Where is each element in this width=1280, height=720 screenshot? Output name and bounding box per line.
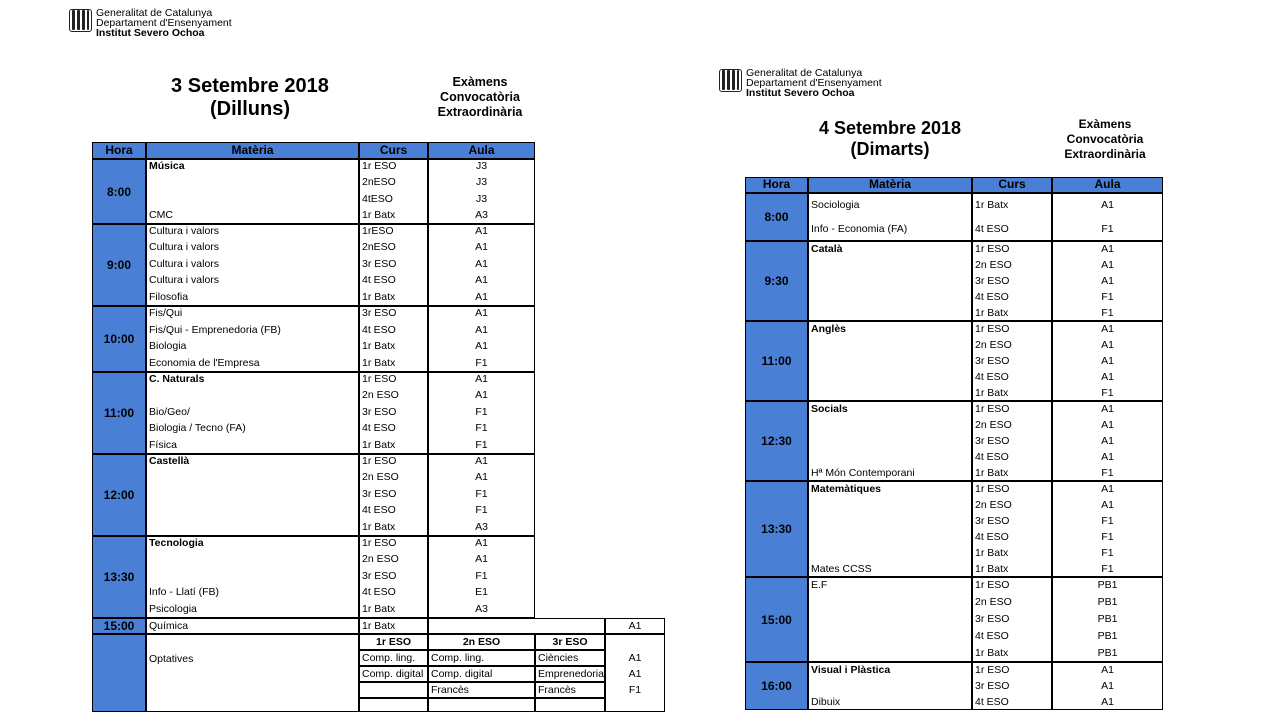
subject-text: Tecnologia <box>149 537 204 549</box>
course-text: 3r ESO <box>362 307 397 319</box>
room-text: F1 <box>1101 223 1114 235</box>
optatives-col-header: 2n ESO <box>428 634 535 650</box>
room-text: F1 <box>475 487 488 500</box>
day1-title <box>140 75 360 121</box>
subject-text: Biologia <box>149 340 187 352</box>
room-text: A1 <box>475 307 488 319</box>
course-text: 1r Batx <box>975 467 1009 479</box>
room-text: F1 <box>475 504 488 517</box>
room-text: A1 <box>475 290 488 303</box>
room-text: A1 <box>1101 339 1114 351</box>
room-text: F1 <box>475 438 488 451</box>
optatives-cell: Ciències <box>535 650 605 666</box>
subject-text: Mates CCSS <box>811 563 872 575</box>
room-text: F1 <box>1101 547 1114 559</box>
course-text: 2n ESO <box>362 471 399 484</box>
course-text: 1r ESO <box>975 664 1010 676</box>
room-text: F1 <box>1101 515 1114 527</box>
course-text: 1r Batx <box>975 547 1009 559</box>
hour-cell: 12:00 <box>92 454 146 536</box>
course-text: 2n ESO <box>975 339 1012 351</box>
room-text: A1 <box>1101 419 1114 431</box>
course-text: 4t ESO <box>362 274 396 287</box>
course-text: 4t ESO <box>975 531 1009 543</box>
room-text: A1 <box>475 241 488 254</box>
room-text: A1 <box>475 471 488 484</box>
room-text: F1 <box>1101 387 1114 399</box>
room-text: A1 <box>1101 323 1114 335</box>
course-text: 3r ESO <box>975 680 1010 692</box>
room-text: A1 <box>1101 696 1114 708</box>
hour-cell-empty <box>92 634 146 712</box>
room-text: A1 <box>1101 664 1114 676</box>
room-text: A1 <box>475 537 488 549</box>
generalitat-emblem-icon <box>70 10 90 30</box>
room-text: A1 <box>1101 259 1114 271</box>
subject-text: Química <box>149 620 189 632</box>
course-text: 2n ESO <box>975 596 1012 608</box>
course-text: 3r ESO <box>362 569 397 582</box>
day1-sub3: Extraordinària <box>437 105 523 119</box>
course-text: 4t ESO <box>975 696 1009 708</box>
room-text: A1 <box>475 225 488 237</box>
course-text: 4t ESO <box>362 504 396 517</box>
room-text: PB1 <box>1097 613 1118 625</box>
subject-text: Música <box>149 160 185 172</box>
room-text: F1 <box>475 569 488 582</box>
subject-text: Info - Llatí (FB) <box>149 586 220 599</box>
course-text: 3r ESO <box>362 257 397 270</box>
room-text: J3 <box>475 192 488 205</box>
optatives-cell: Comp. ling. <box>428 650 535 666</box>
org-line2: Departament d'Ensenyament <box>96 17 232 29</box>
room-text: PB1 <box>1097 647 1118 659</box>
room-text: A1 <box>475 389 488 402</box>
course-text: 1r Batx <box>975 387 1009 399</box>
day1-subtitle <box>420 75 540 120</box>
subject-text: Dibuix <box>811 696 841 708</box>
room-text: F1 <box>1101 307 1114 319</box>
room-text: F1 <box>475 356 488 369</box>
optatives-cell: Comp. digital <box>428 666 535 682</box>
day2-date: 4 Setembre 2018 <box>818 118 962 138</box>
subject-text: Biologia / Tecno (FA) <box>149 422 246 435</box>
subject-text: Cultura i valors <box>149 257 220 270</box>
course-text: 1r ESO <box>362 537 397 549</box>
course-text: 1r ESO <box>975 323 1010 335</box>
subject-text: Psicologia <box>149 602 197 615</box>
subject-text: C. Naturals <box>149 373 205 385</box>
hour-cell: 12:30 <box>745 401 808 481</box>
room-text: A1 <box>475 553 488 566</box>
subject-text: Castellà <box>149 455 190 467</box>
room-text: PB1 <box>1097 630 1118 642</box>
optatives-cell: Comp. ling. <box>359 650 428 666</box>
course-text: 4t ESO <box>975 223 1009 235</box>
room-text: A3 <box>475 602 488 615</box>
course-text: 2n ESO <box>975 419 1012 431</box>
course-text: 1r Batx <box>975 307 1009 319</box>
room-text: PB1 <box>1097 579 1118 591</box>
course-text: 4t ESO <box>975 451 1009 463</box>
course-text: 1r ESO <box>975 483 1010 495</box>
optatives-label: Optatives <box>149 653 194 665</box>
org-logo-right <box>720 68 882 98</box>
day1-sub2: Convocatòria <box>440 90 520 104</box>
header-matèria: Matèria <box>146 142 359 159</box>
subject-text: Economia de l'Empresa <box>149 356 260 369</box>
course-text: 4t ESO <box>362 586 396 599</box>
optatives-cell: Comp. digital <box>359 666 428 682</box>
subject-text: Visual i Plàstica <box>811 664 891 676</box>
course-text: 1r Batx <box>362 620 396 632</box>
course-text: 1r ESO <box>975 403 1010 415</box>
course-text: 2n ESO <box>975 499 1012 511</box>
course-text: 4t ESO <box>975 630 1009 642</box>
subject-text: Hª Món Contemporani <box>811 467 915 479</box>
day2-sub2: Convocatòria <box>1066 132 1144 146</box>
hour-cell: 8:00 <box>745 193 808 241</box>
room-text: A1 <box>1101 199 1114 211</box>
hour-cell: 9:00 <box>92 224 146 306</box>
hour-cell: 9:30 <box>745 241 808 321</box>
header-hora: Hora <box>745 177 808 193</box>
optatives-cell-empty <box>359 698 428 712</box>
subject-text: Fis/Qui - Emprenedoria (FB) <box>149 323 281 336</box>
course-text: 3r ESO <box>362 405 397 418</box>
room-text: A1 <box>475 323 488 336</box>
optatives-col-header: 3r ESO <box>535 634 605 650</box>
blank-cell <box>428 618 605 634</box>
header-aula: Aula <box>1052 177 1163 193</box>
room-text: A1 <box>1101 355 1114 367</box>
optatives-cell: Emprenedoria <box>535 666 605 682</box>
subject-text: Bio/Geo/ <box>149 405 190 418</box>
room-text: F1 <box>1101 531 1114 543</box>
optatives-cell-empty <box>428 698 535 712</box>
org-line3: Institut Severo Ochoa <box>96 27 205 39</box>
course-text: 1r ESO <box>975 579 1010 591</box>
hour-cell: 16:00 <box>745 662 808 710</box>
subject-text: E.F <box>811 579 828 591</box>
course-text: 3r ESO <box>975 515 1010 527</box>
header-hora: Hora <box>92 142 146 159</box>
course-text: 1r Batx <box>975 199 1009 211</box>
course-text: 1r Batx <box>362 356 396 369</box>
org-logo-left <box>70 8 232 38</box>
room-text: A1 <box>1101 243 1114 255</box>
subject-text: Física <box>149 438 178 451</box>
optatives-col-header: 1r ESO <box>359 634 428 650</box>
org-text <box>746 68 882 98</box>
room-text: A1 <box>475 373 488 385</box>
hour-cell: 10:00 <box>92 306 146 372</box>
room-text: A1 <box>628 668 642 680</box>
course-text: 3r ESO <box>975 435 1010 447</box>
day2-subtitle <box>1045 117 1165 162</box>
subject-text: Català <box>811 243 843 255</box>
day1-weekday: (Dilluns) <box>210 98 290 120</box>
hour-cell: 11:00 <box>745 321 808 401</box>
course-text: 1r Batx <box>362 520 396 533</box>
day1-sub1: Exàmens <box>452 75 508 89</box>
org-line3: Institut Severo Ochoa <box>746 87 855 99</box>
day1-date: 3 Setembre 2018 <box>171 75 329 97</box>
org-text <box>96 8 232 38</box>
room-text: A3 <box>475 208 488 221</box>
day2-title <box>780 118 1000 160</box>
room-text: PB1 <box>1097 596 1118 608</box>
course-text: 1rESO <box>362 225 394 237</box>
course-text: 1r Batx <box>362 340 396 352</box>
course-text: 1r Batx <box>362 208 396 221</box>
room-text: J3 <box>475 176 488 189</box>
hour-cell: 13:30 <box>745 481 808 577</box>
org-line1: Generalitat de Catalunya <box>96 7 213 19</box>
subject-text: Sociologia <box>811 199 860 211</box>
course-text: 2n ESO <box>362 389 399 402</box>
subject-text: Cultura i valors <box>149 274 220 287</box>
subject-text: Cultura i valors <box>149 241 220 254</box>
course-text: 1r ESO <box>362 373 397 385</box>
room-text: A1 <box>1101 403 1114 415</box>
subject-text: Fis/Qui <box>149 307 183 319</box>
course-text: 4t ESO <box>975 291 1009 303</box>
room-text: A1 <box>628 652 642 664</box>
room-text: A1 <box>475 257 488 270</box>
generalitat-emblem-icon <box>720 70 740 90</box>
day2-sub1: Exàmens <box>1078 117 1132 131</box>
room-text: A1 <box>1101 483 1114 495</box>
room-text: F1 <box>475 405 488 418</box>
org-line2: Departament d'Ensenyament <box>746 77 882 89</box>
course-text: 4t ESO <box>975 371 1009 383</box>
header-curs: Curs <box>972 177 1052 193</box>
room-text: A1 <box>1101 451 1114 463</box>
header-matèria: Matèria <box>808 177 972 193</box>
subject-cell <box>808 577 972 662</box>
course-text: 1r ESO <box>362 160 397 172</box>
room-text: A1 <box>475 455 488 467</box>
course-text: 2n ESO <box>362 553 399 566</box>
subject-cell <box>146 634 359 712</box>
room-text: A1 <box>1101 680 1114 692</box>
header-aula: Aula <box>428 142 535 159</box>
course-text: 1r Batx <box>975 563 1009 575</box>
optatives-cell <box>359 682 428 698</box>
course-text: 1r ESO <box>362 455 397 467</box>
course-text: 1r Batx <box>975 647 1009 659</box>
room-text: F1 <box>1101 291 1114 303</box>
course-text: 2nESO <box>362 176 396 189</box>
header-curs: Curs <box>359 142 428 159</box>
hour-cell: 11:00 <box>92 372 146 454</box>
subject-text: Cultura i valors <box>149 225 220 237</box>
org-line1: Generalitat de Catalunya <box>746 67 863 79</box>
subject-text: CMC <box>149 208 173 221</box>
subject-text: Anglès <box>811 323 847 335</box>
course-text: 1r Batx <box>362 290 396 303</box>
course-text: 1r ESO <box>975 243 1010 255</box>
room-text: F1 <box>628 684 642 696</box>
hour-cell: 15:00 <box>92 618 146 634</box>
optatives-cell-empty <box>535 698 605 712</box>
room-text: A3 <box>475 520 488 533</box>
optatives-cell: Francès <box>535 682 605 698</box>
room-text: A1 <box>1101 435 1114 447</box>
subject-text: Matemàtiques <box>811 483 882 495</box>
room-text: F1 <box>1101 467 1114 479</box>
course-text: 3r ESO <box>975 275 1010 287</box>
subject-text: Filosofia <box>149 290 189 303</box>
room-text: A1 <box>1101 275 1114 287</box>
subject-text: Socials <box>811 403 848 415</box>
course-text: 2nESO <box>362 241 396 254</box>
room-text: J3 <box>475 160 488 172</box>
course-text: 3r ESO <box>362 487 397 500</box>
course-text: 4tESO <box>362 192 393 205</box>
room-text: A1 <box>1101 499 1114 511</box>
room-text: E1 <box>475 586 488 599</box>
course-text: 3r ESO <box>975 355 1010 367</box>
course-text: 3r ESO <box>975 613 1010 625</box>
course-text: 1r Batx <box>362 438 396 451</box>
day2-sub3: Extraordinària <box>1064 147 1146 161</box>
course-text: 4t ESO <box>362 323 396 336</box>
hour-cell: 15:00 <box>745 577 808 662</box>
room-text: A1 <box>475 274 488 287</box>
room-text: F1 <box>475 422 488 435</box>
hour-cell: 13:30 <box>92 536 146 618</box>
room-text: A1 <box>628 620 642 632</box>
room-text: F1 <box>1101 563 1114 575</box>
course-text: 1r Batx <box>362 602 396 615</box>
room-text: A1 <box>1101 371 1114 383</box>
room-text: A1 <box>475 340 488 352</box>
hour-cell: 8:00 <box>92 159 146 224</box>
course-text: 4t ESO <box>362 422 396 435</box>
course-text: 2n ESO <box>975 259 1012 271</box>
subject-text: Info - Economia (FA) <box>811 223 908 235</box>
day2-weekday: (Dimarts) <box>850 139 930 159</box>
optatives-cell: Francès <box>428 682 535 698</box>
